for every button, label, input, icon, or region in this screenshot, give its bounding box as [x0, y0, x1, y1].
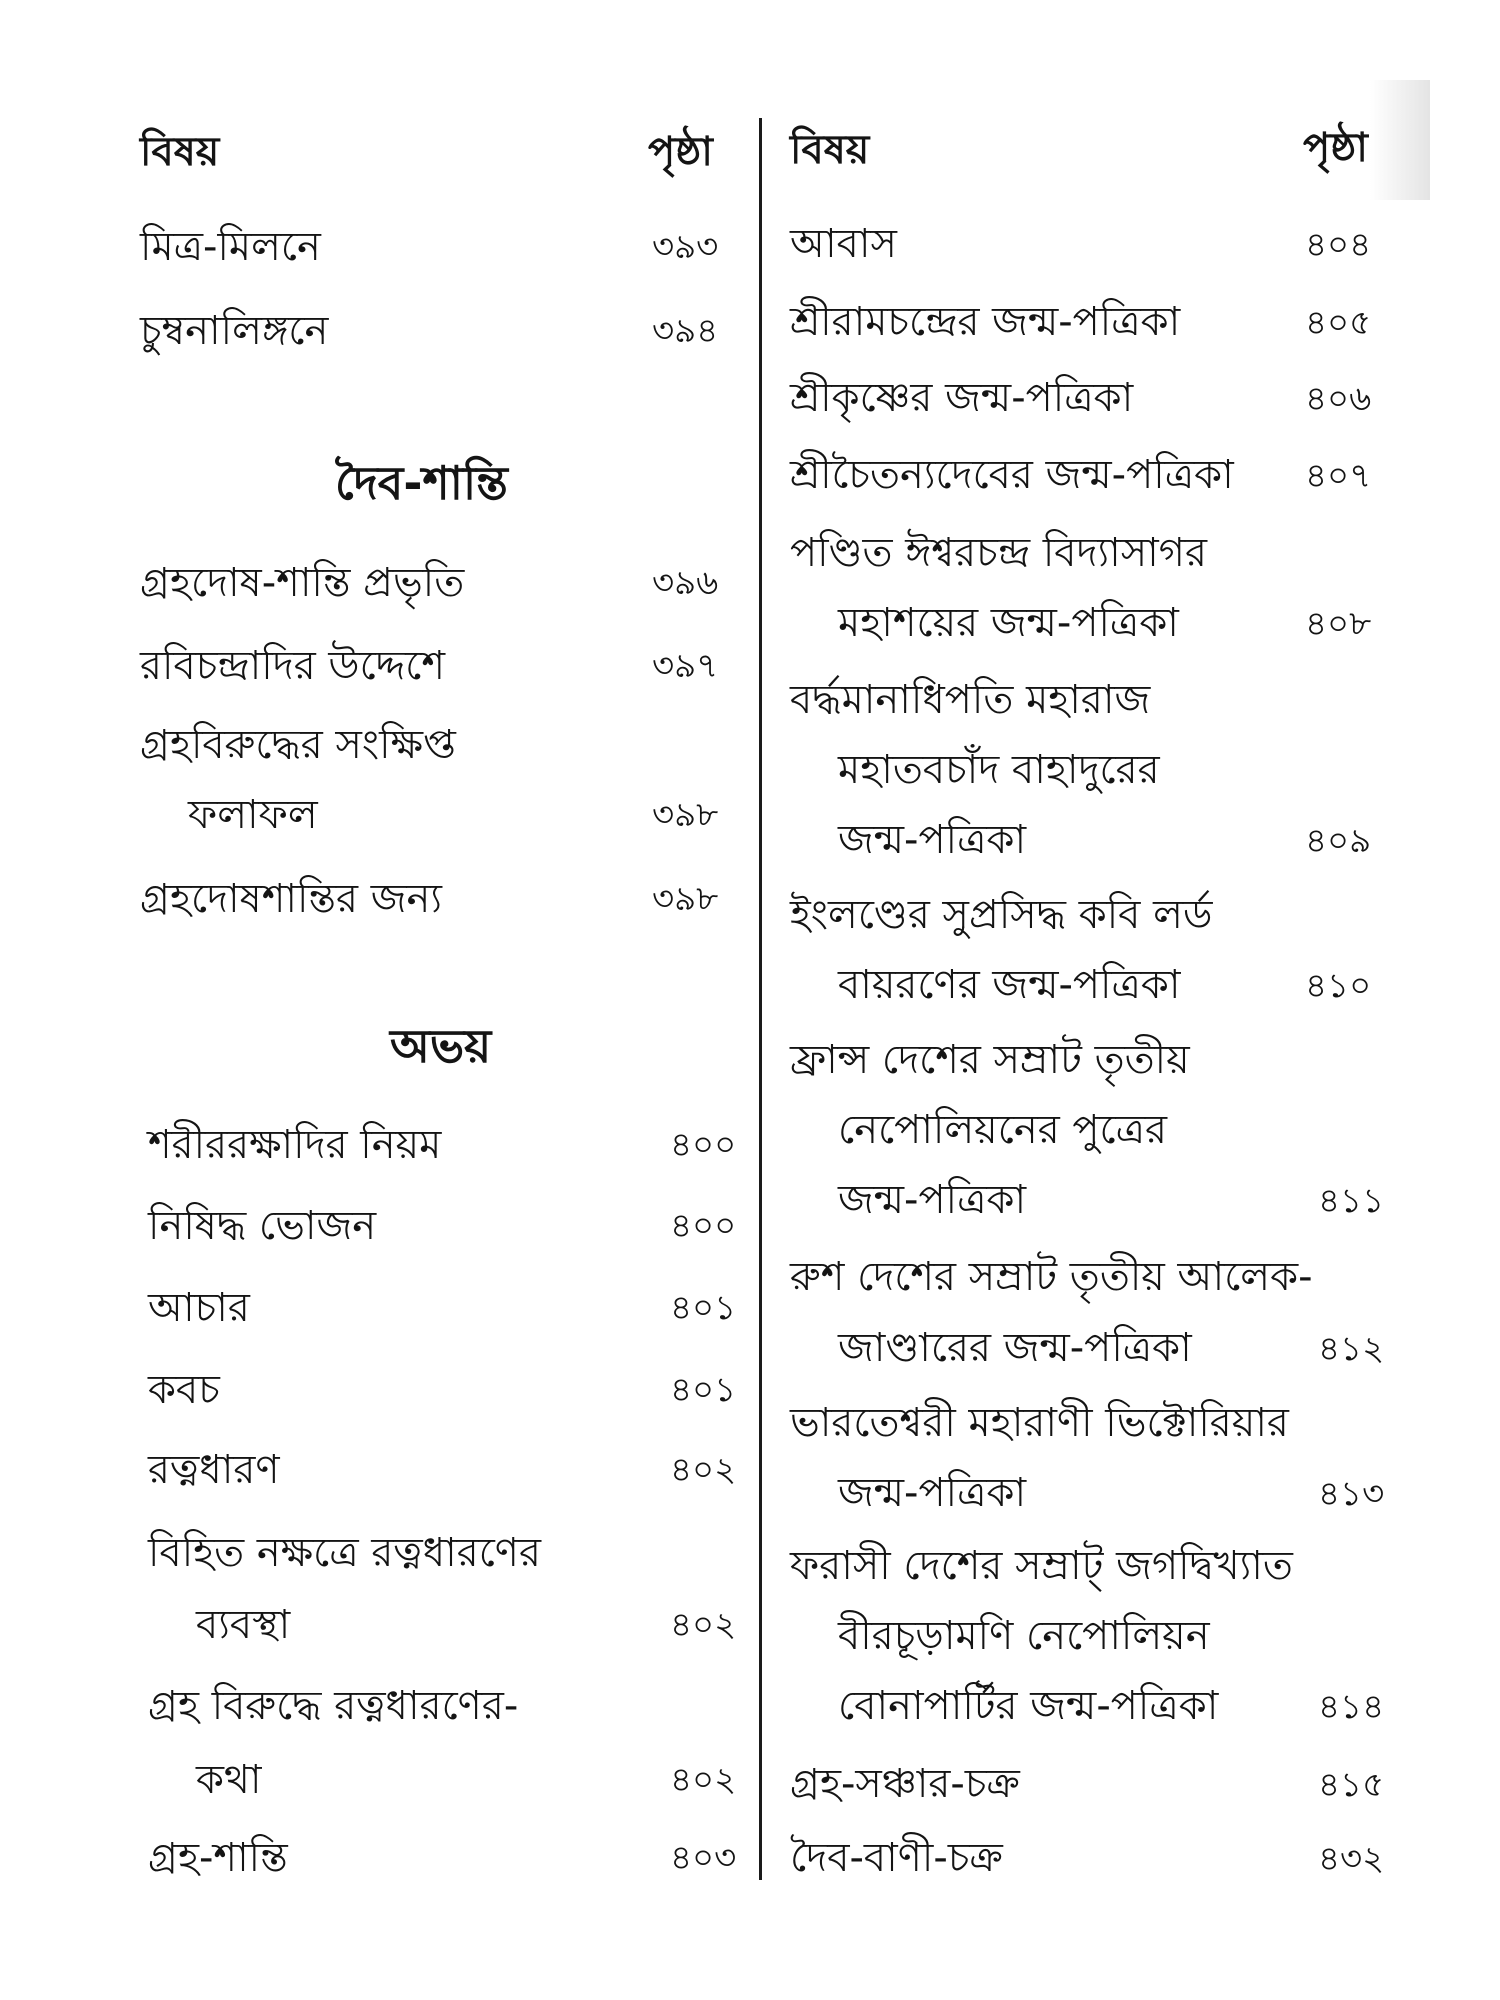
right-entry-title: রুশ দেশের সম্রাট তৃতীয় আলেক-	[790, 1254, 1313, 1300]
right-entry-title-cont: জন্ম-পত্রিকা	[838, 1470, 1027, 1516]
left-entry-page: ৩৯৭	[652, 646, 719, 686]
right-entry-title: ইংলণ্ডের সুপ্রসিদ্ধ কবি লর্ড	[790, 892, 1213, 938]
left-entry-title: নিষিদ্ধ ভোজন	[148, 1203, 377, 1249]
left-entry-page: ৪০০	[670, 1125, 737, 1165]
left-entry-title-cont: ব্যবস্থা	[196, 1602, 291, 1648]
right-entry-page: ৪১২	[1318, 1329, 1385, 1369]
left-entry-page: ৪০২	[670, 1450, 737, 1490]
right-entry-page: ৪১৩	[1318, 1474, 1385, 1514]
right-entry-page: ৪০৫	[1305, 303, 1372, 343]
left-header-page: পৃষ্ঠা	[648, 129, 713, 175]
right-entry-title-cont: জন্ম-পত্রিকা	[838, 1177, 1027, 1223]
right-entry-title: ফ্রান্স দেশের সম্রাট তৃতীয়	[790, 1037, 1190, 1083]
left-entry-page: ৪০১	[670, 1288, 737, 1328]
right-entry-page: ৪০৭	[1305, 456, 1372, 496]
left-entry-title-cont: কথা	[196, 1757, 262, 1803]
left-entry-title: চুম্বনালিঙ্গনে	[140, 308, 329, 354]
right-entry-title-cont: বায়রণের জন্ম-পত্রিকা	[838, 962, 1181, 1008]
left-entry-title-cont: ফলাফল	[188, 792, 318, 838]
left-entry-title: গ্রহ-শান্তি	[148, 1835, 288, 1881]
column-divider	[759, 118, 762, 1880]
left-entry-page: ৪০০	[670, 1206, 737, 1246]
right-header-subject: বিষয়	[790, 127, 870, 173]
right-entry-title-cont: বোনাপার্টির জন্ম-পত্রিকা	[838, 1683, 1219, 1729]
right-entry-title-cont: জন্ম-পত্রিকা	[838, 817, 1027, 863]
right-entry-title: শ্রীরামচন্দ্রের জন্ম-পত্রিকা	[790, 299, 1181, 345]
right-entry-page: ৪১০	[1305, 966, 1372, 1006]
right-entry-title-cont: মহাতবচাঁদ বাহাদুরের	[838, 747, 1160, 793]
right-entry-page: ৪১১	[1318, 1181, 1385, 1221]
left-entry-title: রবিচন্দ্রাদির উদ্দেশে	[140, 643, 445, 689]
right-entry-page: ৪০৯	[1305, 821, 1372, 861]
left-entry-page: ৩৯৮	[652, 795, 719, 835]
left-entry-page: ৩৯৪	[652, 311, 719, 351]
section-heading: অভয়	[390, 1019, 492, 1073]
right-header-page: পৃষ্ঠা	[1303, 125, 1368, 171]
left-entry-page: ৩৯৩	[652, 227, 719, 267]
right-entry-page: ৪০৮	[1305, 604, 1372, 644]
left-entry-page: ৩৯৮	[652, 879, 719, 919]
left-entry-page: ৪০২	[670, 1605, 737, 1645]
right-entry-page: ৪০৬	[1305, 379, 1372, 419]
left-entry-title: শরীররক্ষাদির নিয়ম	[148, 1122, 442, 1168]
right-entry-title: দৈব-বাণী-চক্র	[790, 1835, 1003, 1881]
right-entry-page: ৪১৪	[1318, 1687, 1385, 1727]
left-header-subject: বিষয়	[140, 129, 220, 175]
left-entry-title: গ্রহ বিরুদ্ধে রত্নধারণের-	[148, 1683, 519, 1729]
left-entry-title: মিত্র-মিলনে	[140, 224, 321, 270]
left-entry-title: গ্রহবিরুদ্ধের সংক্ষিপ্ত	[140, 722, 456, 768]
right-entry-title: শ্রীচৈতন্যদেবের জন্ম-পত্রিকা	[790, 452, 1234, 498]
right-entry-title-cont: জাণ্ডারের জন্ম-পত্রিকা	[838, 1325, 1192, 1371]
left-entry-title: আচার	[148, 1285, 250, 1331]
left-entry-title: কবচ	[148, 1367, 220, 1413]
right-entry-title: শ্রীকৃষ্ণের জন্ম-পত্রিকা	[790, 375, 1134, 421]
right-entry-title-cont: বীরচূড়ামণি নেপোলিয়ন	[838, 1613, 1210, 1659]
right-entry-title: ফরাসী দেশের সম্রাট্ জগদ্বিখ্যাত	[790, 1543, 1293, 1589]
right-entry-page: ৪১৫	[1318, 1765, 1385, 1805]
right-entry-title: বর্দ্ধমানাধিপতি মহারাজ	[790, 677, 1151, 723]
right-entry-page: ৪০৪	[1305, 225, 1372, 265]
right-entry-title: পণ্ডিত ঈশ্বরচন্দ্র বিদ্যাসাগর	[790, 530, 1208, 576]
left-entry-title: গ্রহদোষ-শান্তি প্রভৃতি	[140, 560, 465, 606]
left-entry-title: রত্নধারণ	[148, 1447, 280, 1493]
right-entry-page: ৪৩২	[1318, 1839, 1385, 1879]
right-entry-title-cont: মহাশয়ের জন্ম-পত্রিকা	[838, 600, 1179, 646]
left-entry-page: ৩৯৬	[652, 563, 719, 603]
left-entry-title: বিহিত নক্ষত্রে রত্নধারণের	[148, 1530, 541, 1576]
left-entry-page: ৪০২	[670, 1760, 737, 1800]
right-entry-title-cont: নেপোলিয়নের পুত্রের	[838, 1107, 1168, 1153]
right-entry-title: ভারতেশ্বরী মহারাণী ভিক্টোরিয়ার	[790, 1400, 1289, 1446]
right-entry-title: গ্রহ-সঞ্চার-চক্র	[790, 1761, 1020, 1807]
left-entry-page: ৪০৩	[670, 1838, 737, 1878]
right-entry-title: আবাস	[790, 221, 897, 267]
left-entry-title: গ্রহদোষশান্তির জন্য	[140, 876, 442, 922]
left-entry-page: ৪০১	[670, 1370, 737, 1410]
page-edge-shadow	[1370, 80, 1430, 200]
section-heading: দৈব-শান্তি	[335, 456, 508, 510]
